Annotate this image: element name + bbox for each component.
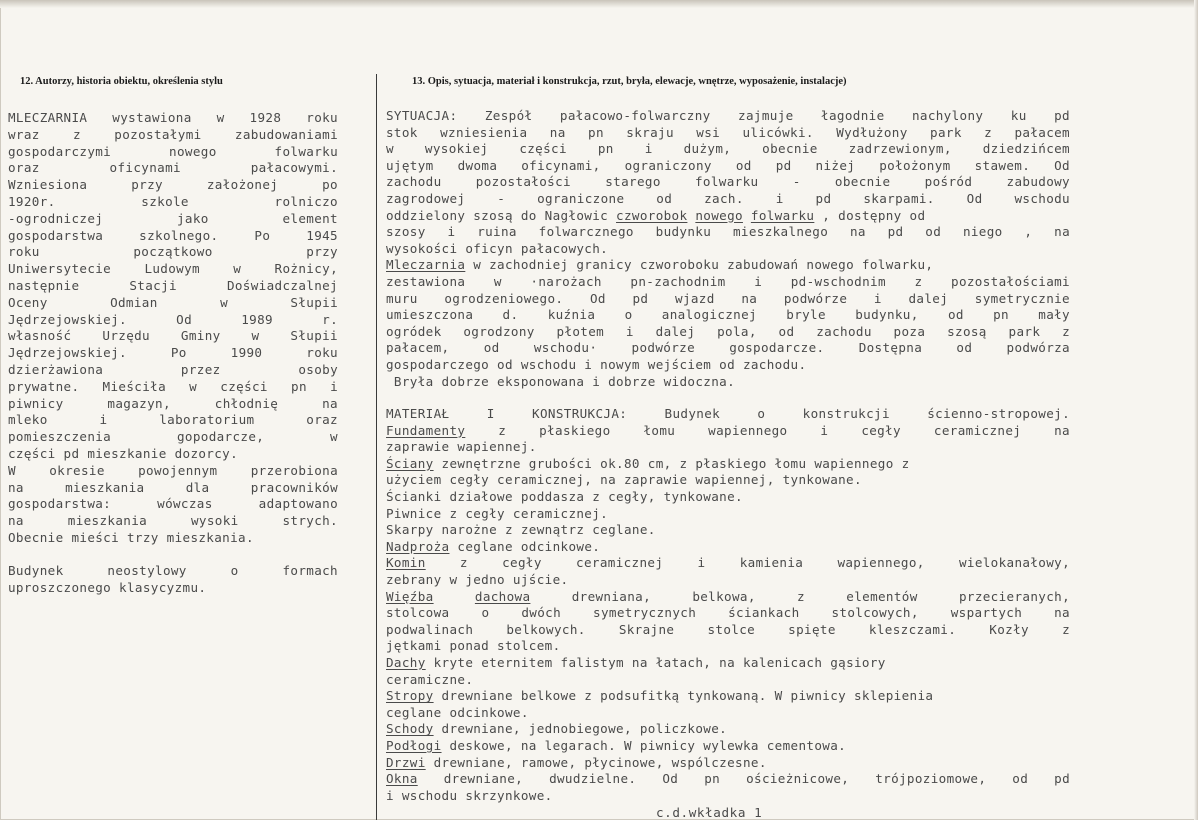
paragraph-gap: [8, 547, 338, 563]
style-line: uproszczonego klasycyzmu.: [8, 579, 207, 595]
text-run: [743, 208, 751, 223]
text-run: , dostępny od: [814, 207, 926, 223]
situation-line: zachodu pozostałości starego folwarku - obecnie pośród zabudowy: [386, 174, 1070, 190]
underlined-term: Drzwi: [386, 754, 426, 770]
wiezba-line: jętkami ponad stolcem.: [386, 638, 561, 654]
text-line: W okresie powojennym przerobiona: [8, 462, 338, 478]
mleczarnia-line: [386, 257, 1070, 274]
text-line: 1920r. szkole rolniczo: [8, 193, 338, 209]
mleczarnia-line: ogródek ogrodzony płotem i dalej pola, od zachodu poza szosą park z: [386, 323, 1070, 339]
underlined-term: czworobok: [616, 207, 688, 223]
text-line: gospodarczymi nowego folwarku: [8, 143, 338, 159]
drzwi-line: [386, 755, 1070, 772]
text-run: zewnętrzne grubości ok.80 cm, z płaskiego łomu wapiennego z: [433, 455, 910, 471]
section-12-header: 12. Autorzy, historia obiektu, określenia stylu: [20, 76, 223, 87]
paper-top-edge: [0, 0, 1198, 8]
underlined-term: Okna: [386, 771, 418, 787]
underlined-term: Mleczarnia: [386, 257, 466, 273]
underlined-term: dachowa: [474, 588, 531, 604]
situation-line: szosy i ruina folwarcznego budynku mieszkalnego na pd od niego , na: [386, 224, 1070, 240]
situation-line: stok wzniesienia na pn skraju wsi ulicówki. Wydłużony park z pałacem: [386, 124, 1070, 140]
text-line: dzierżawiona przez osoby: [8, 361, 338, 377]
situation-line: SYTUACJA: Zespół pałacowo-folwarczny zajmuje łagodnie nachylony ku pd: [386, 108, 1070, 123]
dachy-line: ceramiczne.: [386, 671, 474, 687]
underlined-term: Dachy: [386, 655, 426, 670]
text-line: oraz oficynami pałacowymi.: [8, 160, 338, 176]
text-run: deskowe, na legarach. W piwnicy wylewka cementowa.: [441, 737, 847, 753]
situation-line: w wysokiej części pn i dużym, obecnie zadrzewionym, dziedzińcem: [386, 141, 1070, 157]
history-text: [8, 110, 338, 596]
plain-line: Piwnice z cegły ceramicznej.: [386, 505, 609, 521]
sciany-line: użyciem cegły ceramicznej, na zaprawie wapiennej, tynkowane.: [386, 472, 862, 488]
text-line: Jędrzejowskiej. Po 1990 roku: [8, 345, 338, 361]
text-line: własność Urzędu Gminy w Słupii: [8, 328, 338, 344]
underlined-term: Więźba: [386, 588, 434, 604]
podlogi-line: [386, 738, 1070, 755]
style-line: Budynek neostylowy o formach: [8, 562, 338, 578]
text-line: wraz z pozostałymi zabudowaniami: [8, 126, 338, 142]
underlined-term: Komin: [386, 555, 426, 571]
text-line: roku początkowo przy: [8, 244, 338, 260]
plain-line: Skarpy narożne z zewnątrz ceglane.: [386, 522, 656, 538]
underlined-term: nowego: [695, 207, 743, 223]
wiezba-line: stolcowa o dwóch symetrycznych ściankach stolcowych, wspartych na: [386, 605, 1070, 621]
text-run: z cegły ceramicznej i kamienia wapiennego, wielokanałowy,: [425, 555, 1070, 571]
mleczarnia-line: muru ogrodzeniowego. Od pd wjazd na podwórze i dalej symetrycznie: [386, 290, 1070, 306]
mleczarnia-line: zestawiona w ·narożach pn-zachodnim i pd-wschodnim z pozostałościami: [386, 273, 1070, 289]
underlined-term: Nadproża: [386, 538, 450, 554]
description-text: [386, 108, 1070, 804]
nadproza-line: [386, 539, 1070, 556]
text-line: prywatne. Mieściła w części pn i: [8, 378, 338, 394]
komin-line: zebrany w jedno ujście.: [386, 572, 569, 588]
situation-line: wysokości oficyn pałacowych.: [386, 240, 609, 256]
material-intro: MATERIAŁ I KONSTRUKCJA: Budynek o konstrukcji ścienno-stropowej.: [386, 406, 1070, 422]
mleczarnia-line: Bryła dobrze eksponowana i dobrze widoczna.: [386, 373, 736, 389]
text-line: następnie Stacji Doświadczalnej: [8, 277, 338, 293]
text-line: mleko i laboratorium oraz: [8, 412, 338, 428]
underlined-term: Fundamenty: [386, 422, 466, 438]
okna-line: [386, 771, 1070, 788]
section-13-header: 13. Opis, sytuacja, materiał i konstrukcja, rzut, bryła, elewacje, wnętrze, wyposażenie, instalacje): [412, 76, 847, 87]
text-line: -ogrodniczej jako element: [8, 210, 338, 226]
mleczarnia-line: umieszczona d. kuźnia o analogicznej bryle budynku, od pn mały: [386, 307, 1070, 323]
text-line: piwnicy magazyn, chłodnię na: [8, 395, 338, 411]
text-line: gospodarstwa: wówczas adaptowano: [8, 496, 338, 512]
fundamenty-line: zaprawie wapiennej.: [386, 439, 537, 455]
text-line: Wzniesiona przy założonej po: [8, 177, 338, 193]
dachy-line: [386, 655, 1070, 672]
text-run: z płaskiego łomu wapiennego i cegły ceramicznej na: [465, 422, 1070, 438]
schody-line: [386, 721, 1070, 738]
mleczarnia-line: gospodarczego od wschodu i nowym wejściem od zachodu.: [386, 356, 807, 372]
paragraph-gap: [386, 390, 1070, 406]
continuation-note: c.d.wkładka 1: [656, 805, 763, 820]
underlined-term: folwarku: [750, 207, 815, 223]
underlined-term: Stropy: [386, 688, 434, 704]
text-line: Oceny Odmian w Słupii: [8, 294, 338, 310]
stropy-line: [386, 688, 1070, 705]
plain-line: Ścianki działowe poddasza z cegły, tynkowane.: [386, 489, 743, 505]
text-run: kryte eternitem falistym na łatach, na kalenicach gąsiory: [425, 655, 886, 670]
underlined-term: Schody: [386, 721, 434, 737]
text-run: oddzielony szosą do Nagłowic: [386, 207, 617, 223]
okna-line: i wschodu skrzynkowe.: [386, 787, 553, 803]
mleczarnia-line: pałacem, od wschodu· podwórze gospodarcze. Dostępna od podwórza: [386, 340, 1070, 356]
stropy-line: ceglane odcinkowe.: [386, 704, 529, 720]
text-line: Uniwersytecie Ludowym w Rożnicy,: [8, 261, 338, 277]
text-line: gospodarstwa szkolnego. Po 1945: [8, 227, 338, 243]
text-run: drewniane, ramowe, płycinowe, wspólczesne.: [425, 754, 767, 770]
sciany-line: [386, 456, 1070, 473]
text-line: MLECZARNIA wystawiona w 1928 roku: [8, 110, 338, 125]
text-line: części pd mieszkanie dozorcy.: [8, 445, 239, 461]
komin-line: [386, 555, 1070, 572]
text-line: Obecnie mieści trzy mieszkania.: [8, 529, 254, 545]
text-run: w zachodniej granicy czworoboku zabudowań nowego folwarku,: [465, 257, 934, 273]
column-divider: [376, 74, 377, 820]
situation-line: [386, 208, 1070, 225]
text-run: drewniane, dwudzielne. Od pn ościeżnicowe, trójpoziomowe, od pd: [417, 771, 1070, 787]
text-line: na mieszkania wysoki strych.: [8, 513, 338, 529]
text-run: drewniane, jednobiegowe, policzkowe.: [433, 721, 728, 737]
underlined-term: Podłogi: [386, 737, 442, 753]
text-line: na mieszkania dla pracowników: [8, 479, 338, 495]
fundamenty-line: [386, 423, 1070, 440]
text-line: pomieszczenia gopodarcze, w: [8, 429, 338, 445]
text-line: Jędrzejowskiej. Od 1989 r.: [8, 311, 338, 327]
text-run: ceglane odcinkowe.: [449, 538, 601, 554]
text-run: drewniana, belkowa, z elementów przecieranych,: [530, 588, 1070, 604]
situation-line: ujętym dwoma oficynami, ograniczony od pd niżej położonym stawem. Od: [386, 157, 1070, 173]
wiezba-line: podwalinach belkowych. Skrajne stolce spięte kleszczami. Kozły z: [386, 621, 1070, 637]
text-run: drewniane belkowe z podsufitką tynkowaną. W piwnicy sklepienia: [433, 688, 934, 704]
underlined-term: Ściany: [386, 455, 434, 471]
wiezba-line: [386, 589, 1070, 606]
paper-right-edge: [1194, 0, 1198, 820]
situation-line: zagrodowej - ograniczone od zach. i pd skarpami. Od wschodu: [386, 190, 1070, 206]
